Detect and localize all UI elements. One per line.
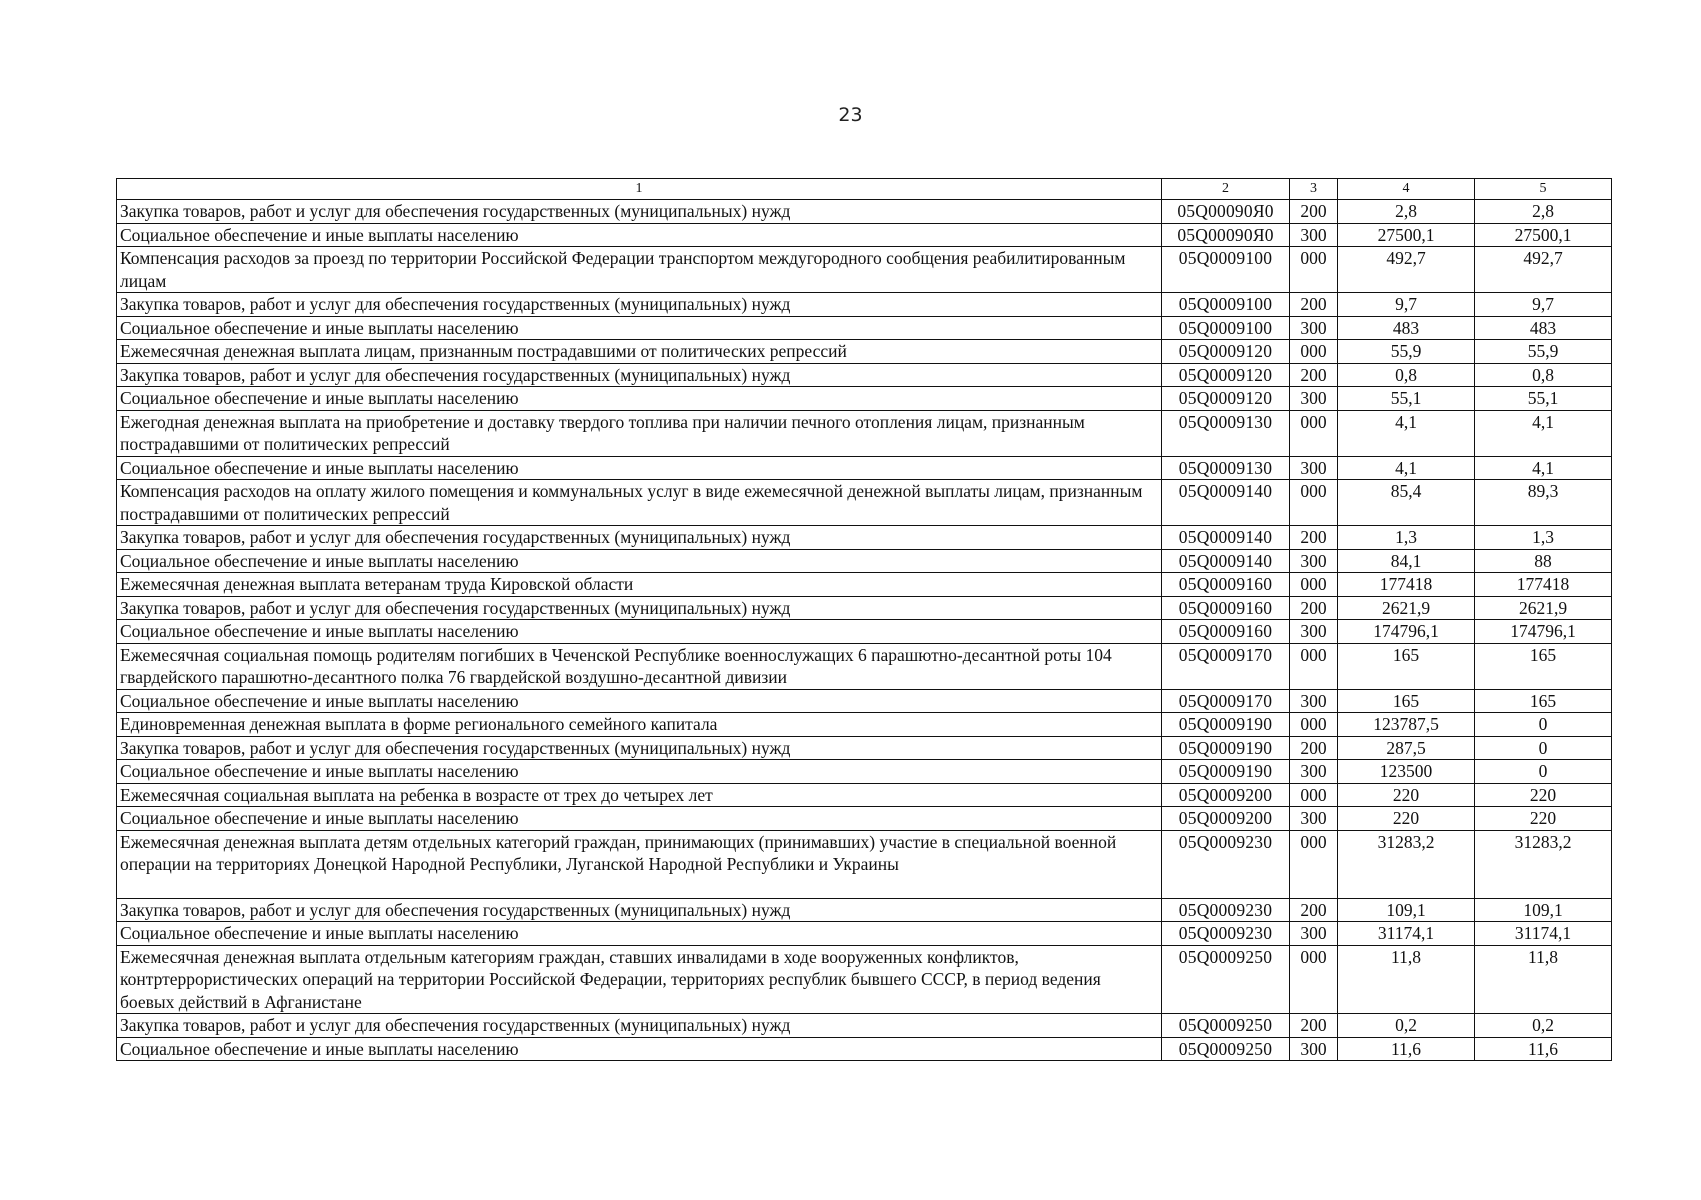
expense-type-code: 300 <box>1290 1037 1338 1061</box>
amount-column-5: 89,3 <box>1475 480 1612 526</box>
expense-type-code: 300 <box>1290 760 1338 784</box>
amount-column-5: 0,2 <box>1475 1014 1612 1038</box>
table-row <box>117 620 1612 644</box>
expense-type-code: 000 <box>1290 830 1338 898</box>
expense-type-code: 000 <box>1290 945 1338 1014</box>
row-description: Социальное обеспечение и иные выплаты населению <box>117 760 1162 784</box>
expense-type-code: 200 <box>1290 200 1338 224</box>
table-row <box>117 807 1612 831</box>
row-description: Ежемесячная денежная выплата детям отдельных категорий граждан, принимающих (принимавших) участие в специальной военной операции на территориях Донецкой Народной Республики, Луганской Народной Республики и Украины <box>117 830 1162 898</box>
target-article-code: 05Q00090Я0 <box>1162 223 1290 247</box>
table-row <box>117 643 1612 689</box>
expense-type-code: 300 <box>1290 807 1338 831</box>
table-row <box>117 830 1612 898</box>
amount-column-4: 31283,2 <box>1338 830 1475 898</box>
table-row <box>117 922 1612 946</box>
amount-column-5: 174796,1 <box>1475 620 1612 644</box>
table-row <box>117 783 1612 807</box>
amount-column-4: 1,3 <box>1338 526 1475 550</box>
expense-type-code: 200 <box>1290 1014 1338 1038</box>
amount-column-5: 88 <box>1475 549 1612 573</box>
row-description: Социальное обеспечение и иные выплаты населению <box>117 807 1162 831</box>
amount-column-5: 109,1 <box>1475 898 1612 922</box>
amount-column-4: 177418 <box>1338 573 1475 597</box>
expense-type-code: 000 <box>1290 410 1338 456</box>
expense-type-code: 300 <box>1290 223 1338 247</box>
table-row <box>117 293 1612 317</box>
table-row <box>117 363 1612 387</box>
target-article-code: 05Q0009230 <box>1162 830 1290 898</box>
expense-type-code: 000 <box>1290 783 1338 807</box>
table-row <box>117 480 1612 526</box>
table-row <box>117 713 1612 737</box>
row-description: Ежемесячная социальная помощь родителям погибших в Чеченской Республике военнослужащих 6 парашютно-десантной роты 104 гвардейского парашютно-десантного полка 76 гвардейской воздушно-десантной дивизии <box>117 643 1162 689</box>
target-article-code: 05Q0009100 <box>1162 293 1290 317</box>
expense-type-code: 300 <box>1290 316 1338 340</box>
amount-column-5: 27500,1 <box>1475 223 1612 247</box>
target-article-code: 05Q0009140 <box>1162 526 1290 550</box>
column-header: 4 <box>1338 179 1475 200</box>
expense-type-code: 000 <box>1290 643 1338 689</box>
amount-column-4: 2,8 <box>1338 200 1475 224</box>
row-description: Социальное обеспечение и иные выплаты населению <box>117 387 1162 411</box>
table-row <box>117 200 1612 224</box>
target-article-code: 05Q0009130 <box>1162 456 1290 480</box>
amount-column-5: 165 <box>1475 643 1612 689</box>
table-row <box>117 247 1612 293</box>
target-article-code: 05Q0009120 <box>1162 340 1290 364</box>
row-description: Ежемесячная денежная выплата лицам, признанным пострадавшими от политических репрессий <box>117 340 1162 364</box>
amount-column-5: 2,8 <box>1475 200 1612 224</box>
target-article-code: 05Q0009230 <box>1162 922 1290 946</box>
target-article-code: 05Q0009100 <box>1162 247 1290 293</box>
target-article-code: 05Q0009160 <box>1162 573 1290 597</box>
row-description: Социальное обеспечение и иные выплаты населению <box>117 456 1162 480</box>
amount-column-5: 0 <box>1475 736 1612 760</box>
row-description: Ежемесячная денежная выплата ветеранам труда Кировской области <box>117 573 1162 597</box>
table-row <box>117 1037 1612 1061</box>
row-description: Социальное обеспечение и иные выплаты населению <box>117 922 1162 946</box>
header-row <box>117 179 1612 200</box>
table-row <box>117 410 1612 456</box>
table-row <box>117 760 1612 784</box>
table-row <box>117 526 1612 550</box>
row-description: Ежемесячная денежная выплата отдельным категориям граждан, ставших инвалидами в ходе вооруженных конфликтов, контртеррористических операций на территории Российской Федерации, территориях республик бывшего СССР, в период ведения боевых действий в Афганистане <box>117 945 1162 1014</box>
target-article-code: 05Q0009190 <box>1162 736 1290 760</box>
target-article-code: 05Q00090Я0 <box>1162 200 1290 224</box>
page-number: 23 <box>838 104 863 126</box>
expense-type-code: 000 <box>1290 340 1338 364</box>
amount-column-4: 165 <box>1338 689 1475 713</box>
amount-column-5: 9,7 <box>1475 293 1612 317</box>
row-description: Социальное обеспечение и иные выплаты населению <box>117 316 1162 340</box>
amount-column-5: 177418 <box>1475 573 1612 597</box>
row-description: Социальное обеспечение и иные выплаты населению <box>117 689 1162 713</box>
target-article-code: 05Q0009120 <box>1162 387 1290 411</box>
row-description: Закупка товаров, работ и услуг для обеспечения государственных (муниципальных) нужд <box>117 736 1162 760</box>
amount-column-5: 11,6 <box>1475 1037 1612 1061</box>
row-description: Компенсация расходов за проезд по территории Российской Федерации транспортом междугородного сообщения реабилитированным лицам <box>117 247 1162 293</box>
row-description: Ежемесячная социальная выплата на ребенка в возрасте от трех до четырех лет <box>117 783 1162 807</box>
target-article-code: 05Q0009250 <box>1162 1014 1290 1038</box>
target-article-code: 05Q0009230 <box>1162 898 1290 922</box>
amount-column-4: 492,7 <box>1338 247 1475 293</box>
amount-column-4: 85,4 <box>1338 480 1475 526</box>
row-description: Социальное обеспечение и иные выплаты населению <box>117 549 1162 573</box>
expense-type-code: 300 <box>1290 456 1338 480</box>
expense-type-code: 200 <box>1290 736 1338 760</box>
row-description: Ежегодная денежная выплата на приобретение и доставку твердого топлива при наличии печного отопления лицам, признанным пострадавшими от политических репрессий <box>117 410 1162 456</box>
target-article-code: 05Q0009160 <box>1162 620 1290 644</box>
table-row <box>117 456 1612 480</box>
table-row <box>117 573 1612 597</box>
expense-type-code: 000 <box>1290 573 1338 597</box>
expense-type-code: 000 <box>1290 247 1338 293</box>
amount-column-4: 109,1 <box>1338 898 1475 922</box>
amount-column-4: 0,8 <box>1338 363 1475 387</box>
row-description: Социальное обеспечение и иные выплаты населению <box>117 1037 1162 1061</box>
amount-column-5: 0 <box>1475 713 1612 737</box>
target-article-code: 05Q0009100 <box>1162 316 1290 340</box>
target-article-code: 05Q0009120 <box>1162 363 1290 387</box>
amount-column-4: 123787,5 <box>1338 713 1475 737</box>
table-row <box>117 596 1612 620</box>
table-row <box>117 736 1612 760</box>
amount-column-4: 31174,1 <box>1338 922 1475 946</box>
row-description: Социальное обеспечение и иные выплаты населению <box>117 620 1162 644</box>
amount-column-5: 55,1 <box>1475 387 1612 411</box>
target-article-code: 05Q0009200 <box>1162 783 1290 807</box>
target-article-code: 05Q0009140 <box>1162 549 1290 573</box>
expense-type-code: 300 <box>1290 922 1338 946</box>
amount-column-5: 4,1 <box>1475 456 1612 480</box>
amount-column-5: 31283,2 <box>1475 830 1612 898</box>
row-description: Единовременная денежная выплата в форме регионального семейного капитала <box>117 713 1162 737</box>
amount-column-4: 55,9 <box>1338 340 1475 364</box>
row-description: Закупка товаров, работ и услуг для обеспечения государственных (муниципальных) нужд <box>117 526 1162 550</box>
table-row <box>117 316 1612 340</box>
target-article-code: 05Q0009250 <box>1162 945 1290 1014</box>
expense-type-code: 200 <box>1290 526 1338 550</box>
amount-column-4: 11,8 <box>1338 945 1475 1014</box>
target-article-code: 05Q0009190 <box>1162 713 1290 737</box>
amount-column-4: 27500,1 <box>1338 223 1475 247</box>
amount-column-4: 220 <box>1338 783 1475 807</box>
column-header: 2 <box>1162 179 1290 200</box>
amount-column-5: 11,8 <box>1475 945 1612 1014</box>
row-description: Закупка товаров, работ и услуг для обеспечения государственных (муниципальных) нужд <box>117 898 1162 922</box>
row-description: Закупка товаров, работ и услуг для обеспечения государственных (муниципальных) нужд <box>117 596 1162 620</box>
target-article-code: 05Q0009200 <box>1162 807 1290 831</box>
table-row <box>117 340 1612 364</box>
table-body <box>117 200 1612 1061</box>
amount-column-4: 55,1 <box>1338 387 1475 411</box>
amount-column-4: 11,6 <box>1338 1037 1475 1061</box>
expense-type-code: 000 <box>1290 480 1338 526</box>
expense-type-code: 300 <box>1290 549 1338 573</box>
amount-column-5: 0 <box>1475 760 1612 784</box>
amount-column-4: 123500 <box>1338 760 1475 784</box>
amount-column-5: 1,3 <box>1475 526 1612 550</box>
amount-column-4: 84,1 <box>1338 549 1475 573</box>
expense-type-code: 300 <box>1290 620 1338 644</box>
amount-column-4: 165 <box>1338 643 1475 689</box>
expense-type-code: 300 <box>1290 387 1338 411</box>
amount-column-4: 4,1 <box>1338 456 1475 480</box>
expense-type-code: 200 <box>1290 898 1338 922</box>
amount-column-5: 165 <box>1475 689 1612 713</box>
amount-column-5: 4,1 <box>1475 410 1612 456</box>
target-article-code: 05Q0009250 <box>1162 1037 1290 1061</box>
amount-column-4: 0,2 <box>1338 1014 1475 1038</box>
amount-column-4: 9,7 <box>1338 293 1475 317</box>
amount-column-5: 0,8 <box>1475 363 1612 387</box>
row-description: Закупка товаров, работ и услуг для обеспечения государственных (муниципальных) нужд <box>117 363 1162 387</box>
row-description: Компенсация расходов на оплату жилого помещения и коммунальных услуг в виде ежемесячной денежной выплаты лицам, признанным пострадавшими от политических репрессий <box>117 480 1162 526</box>
table-row <box>117 549 1612 573</box>
amount-column-4: 2621,9 <box>1338 596 1475 620</box>
row-description: Закупка товаров, работ и услуг для обеспечения государственных (муниципальных) нужд <box>117 200 1162 224</box>
row-description: Закупка товаров, работ и услуг для обеспечения государственных (муниципальных) нужд <box>117 293 1162 317</box>
target-article-code: 05Q0009170 <box>1162 689 1290 713</box>
amount-column-4: 483 <box>1338 316 1475 340</box>
expense-type-code: 200 <box>1290 596 1338 620</box>
table-row <box>117 387 1612 411</box>
amount-column-4: 220 <box>1338 807 1475 831</box>
row-description: Социальное обеспечение и иные выплаты населению <box>117 223 1162 247</box>
table-row <box>117 1014 1612 1038</box>
amount-column-4: 174796,1 <box>1338 620 1475 644</box>
target-article-code: 05Q0009190 <box>1162 760 1290 784</box>
expense-type-code: 000 <box>1290 713 1338 737</box>
target-article-code: 05Q0009130 <box>1162 410 1290 456</box>
table-row <box>117 898 1612 922</box>
expense-type-code: 200 <box>1290 293 1338 317</box>
amount-column-4: 287,5 <box>1338 736 1475 760</box>
budget-table <box>116 178 1612 1061</box>
amount-column-5: 55,9 <box>1475 340 1612 364</box>
row-description: Закупка товаров, работ и услуг для обеспечения государственных (муниципальных) нужд <box>117 1014 1162 1038</box>
target-article-code: 05Q0009170 <box>1162 643 1290 689</box>
column-header: 1 <box>117 179 1162 200</box>
amount-column-5: 220 <box>1475 783 1612 807</box>
amount-column-5: 31174,1 <box>1475 922 1612 946</box>
table-row <box>117 945 1612 1014</box>
column-header: 5 <box>1475 179 1612 200</box>
table-row <box>117 689 1612 713</box>
table-row <box>117 223 1612 247</box>
column-header: 3 <box>1290 179 1338 200</box>
expense-type-code: 200 <box>1290 363 1338 387</box>
amount-column-5: 483 <box>1475 316 1612 340</box>
amount-column-5: 2621,9 <box>1475 596 1612 620</box>
target-article-code: 05Q0009140 <box>1162 480 1290 526</box>
target-article-code: 05Q0009160 <box>1162 596 1290 620</box>
amount-column-5: 220 <box>1475 807 1612 831</box>
amount-column-4: 4,1 <box>1338 410 1475 456</box>
expense-type-code: 300 <box>1290 689 1338 713</box>
amount-column-5: 492,7 <box>1475 247 1612 293</box>
